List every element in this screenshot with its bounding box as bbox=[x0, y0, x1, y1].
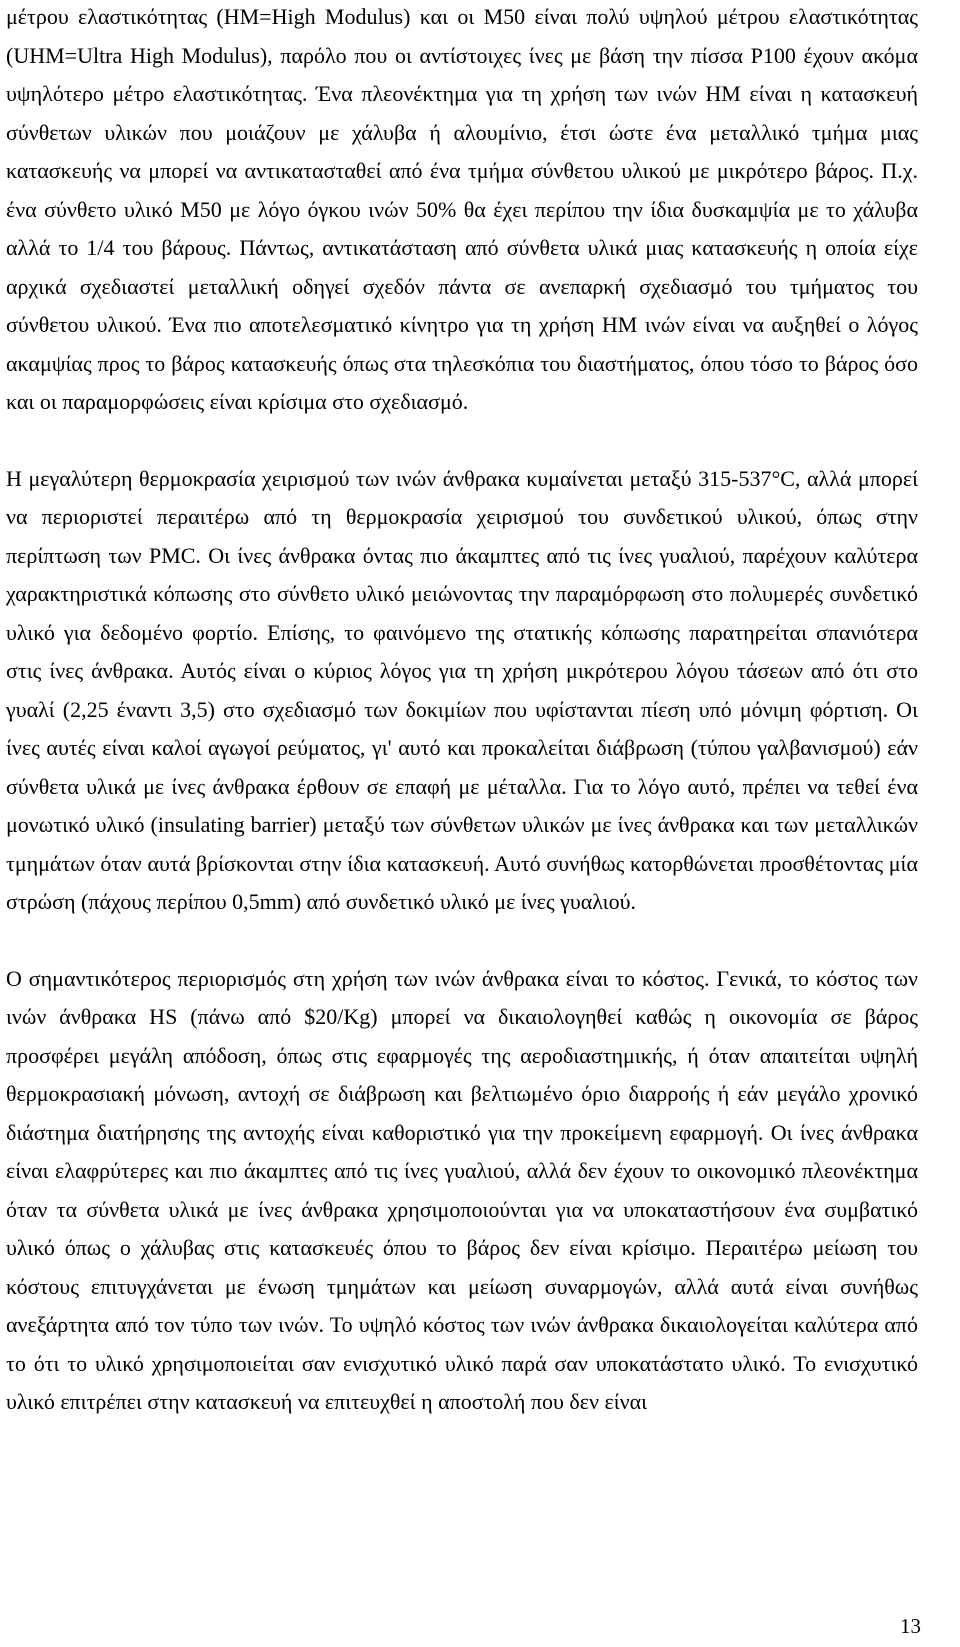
page-number: 13 bbox=[900, 1614, 921, 1638]
body-paragraph: μέτρου ελαστικότητας (HM=High Modulus) και οι M50 είναι πολύ υψηλού μέτρου ελαστικότητας (UHM=Ultra High Modulus), παρόλο που οι αντίστοιχες ίνες με βάση την πίσσα P100 έχουν ακόμα υψηλότερο μέτρο ελαστικότητας. Ένα πλεονέκτημα για τη χρήση των ινών HM είναι η κατασκευή σύνθετων υλικών που μοιάζουν με χάλυβα ή αλουμίνιο, έτσι ώστε ένα μεταλλικό τμήμα μιας κατασκευής να μπορεί να αντικατασταθεί από ένα τμήμα σύνθετου υλικού με μικρότερο βάρος. Π.χ. ένα σύνθετο υλικό M50 με λόγο όγκου ινών 50% θα έχει περίπου την ίδια δυσκαμψία με το χάλυβα αλλά το 1/4 του βάρους. Πάντως, αντικατάσταση από σύνθετα υλικά μιας κατασκευής η οποία είχε αρχικά σχεδιαστεί μεταλλική οδηγεί σχεδόν πάντα σε ανεπαρκή σχεδιασμό του τμήματος του σύνθετου υλικού. Ένα πιο αποτελεσματικό κίνητρο για τη χρήση HM ινών είναι να αυξηθεί ο λόγος ακαμψίας προς το βάρος κατασκευής όπως στα τηλεσκόπια του διαστήματος, όπου τόσο το βάρος όσο και οι παραμορφώσεις είναι κρίσιμα στο σχεδιασμό. bbox=[6, 4, 918, 414]
body-paragraph: Η μεγαλύτερη θερμοκρασία χειρισμού των ινών άνθρακα κυμαίνεται μεταξύ 315-537°C, αλλά μπορεί να περιοριστεί περαιτέρω από τη θερμοκρασία χειρισμού του συνδετικού υλικού, όπως στην περίπτωση των PMC. Οι ίνες άνθρακα όντας πιο άκαμπτες από τις ίνες γυαλιού, παρέχουν καλύτερα χαρακτηριστικά κόπωσης στο σύνθετο υλικό μειώνοντας την παραμόρφωση στο πολυμερές συνδετικό υλικό για δεδομένο φορτίο. Επίσης, το φαινόμενο της στατικής κόπωσης παρατηρείται σπανιότερα στις ίνες άνθρακα. Αυτός είναι ο κύριος λόγος για τη χρήση μικρότερου λόγου τάσεων από ότι στο γυαλί (2,25 έναντι 3,5) στο σχεδιασμό των δοκιμίων που υφίστανται πίεση υπό μόνιμη φόρτιση. Οι ίνες αυτές είναι καλοί αγωγοί ρεύματος, γι' αυτό και προκαλείται διάβρωση (τύπου γαλβανισμού) εάν σύνθετα υλικά με ίνες άνθρακα έρθουν σε επαφή με μέταλλα. Για το λόγο αυτό, πρέπει να τεθεί ένα μονωτικό υλικό (insulating barrier) μεταξύ των σύνθετων υλικών με ίνες άνθρακα και των μεταλλικών τμημάτων όταν αυτά βρίσκονται στην ίδια κατασκευή. Αυτό συνήθως κατορθώνεται προσθέτοντας μία στρώση (πάχους περίπου 0,5mm) από συνδετικό υλικό με ίνες γυαλιού. bbox=[6, 465, 918, 914]
document-page bbox=[6, 0, 918, 1422]
body-paragraph: Ο σημαντικότερος περιορισμός στη χρήση των ινών άνθρακα είναι το κόστος. Γενικά, το κόστος των ινών άνθρακα HS (πάνω από $20/Kg) μπορεί να δικαιολογηθεί καθώς η οικονομία σε βάρος προσφέρει μεγάλη απόδοση, όπως στις εφαρμογές της αεροδιαστημικής, ή όταν απαιτείται υψηλή θερμοκρασιακή μόνωση, αντοχή σε διάβρωση και βελτιωμένο όριο διαρροής ή εάν μεγάλο χρονικό διάστημα διατήρησης της αντοχής είναι καθοριστικό για την προκείμενη εφαρμογή. Οι ίνες άνθρακα είναι ελαφρύτερες και πιο άκαμπτες από τις ίνες γυαλιού, αλλά δεν έχουν το οικονομικό πλεονέκτημα όταν τα σύνθετα υλικά με ίνες άνθρακα χρησιμοποιούνται για να υποκαταστήσουν ένα συμβατικό υλικό όπως ο χάλυβας στις κατασκευές όπου το βάρος δεν είναι κρίσιμο. Περαιτέρω μείωση του κόστους επιτυγχάνεται με ένωση τμημάτων και μείωση συναρμογών, αλλά αυτά είναι συνήθως ανεξάρτητα από τον τύπο των ινών. Το υψηλό κόστος των ινών άνθρακα δικαιολογείται καλύτερα από το ότι το υλικό χρησιμοποιείται σαν ενισχυτικό υλικό παρά σαν υποκατάστατο υλικό. Το ενισχυτικό υλικό επιτρέπει στην κατασκευή να επιτευχθεί η αποστολή που δεν είναι bbox=[6, 965, 918, 1414]
